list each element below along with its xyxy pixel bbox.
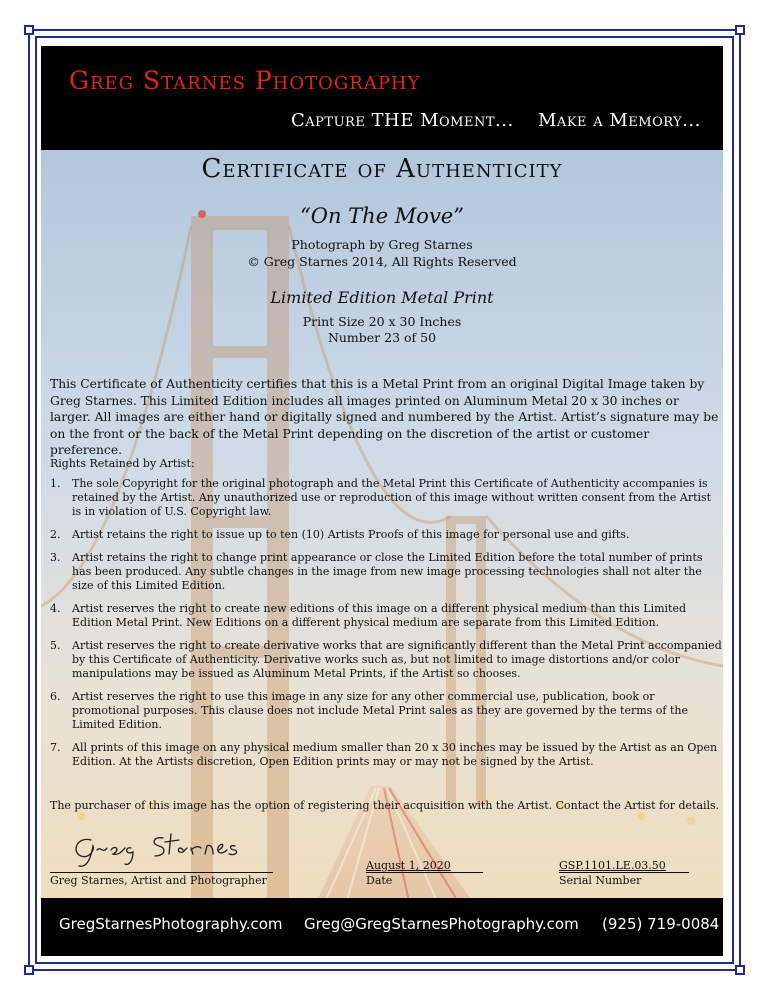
print-size: Print Size 20 x 30 Inches (302, 314, 462, 329)
copyright-line: © Greg Starnes 2014, All Rights Reserved (247, 254, 517, 269)
slogan-capture: Capture THE Moment... (291, 110, 514, 131)
rights-item (50, 639, 722, 681)
intro-paragraph: This Certificate of Authenticity certifies that this is a Metal Print from an original Digital Image taken by Greg Starnes. This Limited Edition includes all images printed on Aluminum Metal 20 x 30 inches or larger. All images are either hand or digitally signed and numbered by the Artist. Artist’s signature may be on the front or the back of the Metal Print depending on the discretion of the artist or customer preference. (50, 377, 719, 458)
artist-signature (67, 828, 257, 870)
artist-signature-line (50, 872, 273, 873)
rights-item (50, 741, 722, 769)
rights-item-number: 7. (50, 741, 61, 754)
rights-item-text: All prints of this image on any physical medium smaller than 20 x 30 inches may be issued by the Artist as an Open Edition. At the Artists discretion, Open Edition prints may or may not be signed by the Artist. (72, 741, 718, 768)
date-label: Date (366, 874, 393, 887)
rights-item-text: The sole Copyright for the original photograph and the Metal Print this Certificate of Authenticity accompanies is retained by the Artist. Any unauthorized use or reproduction of this image without written consent from the Artist is in violation of U.S. Copyright law. (72, 477, 712, 518)
brand-name: Greg Starnes Photography (69, 66, 421, 95)
certificate-page (41, 46, 723, 956)
rights-item (50, 528, 722, 542)
serial-label: Serial Number (559, 874, 642, 887)
slogan-memory: Make a Memory... (538, 110, 701, 131)
email-link[interactable]: Greg@GregStarnesPhotography.com (304, 915, 579, 933)
date-line (366, 872, 483, 873)
corner-ornament-bottom-right (735, 965, 745, 975)
rights-item-number: 5. (50, 639, 61, 652)
rights-item (50, 551, 722, 593)
artist-label: Greg Starnes, Artist and Photographer (50, 874, 267, 887)
rights-item-text: Artist retains the right to change print appearance or close the Limited Edition before the total number of prints has been produced. Any subtle changes in the image from new image processing technologies shall not alter the size of this Limited Edition. (72, 551, 703, 592)
rights-item-number: 3. (50, 551, 61, 564)
rights-list (50, 477, 722, 778)
serial-value: GSP.1101.LE.03.50 (559, 859, 666, 872)
rights-item (50, 690, 722, 732)
rights-item (50, 477, 722, 519)
date-value: August 1, 2020 (366, 859, 451, 872)
serial-line (559, 872, 689, 873)
rights-item-number: 1. (50, 477, 61, 490)
corner-ornament-bottom-left (24, 965, 34, 975)
corner-ornament-top-left (24, 25, 34, 35)
rights-item (50, 602, 722, 630)
rights-item-number: 2. (50, 528, 61, 541)
edition-title: Limited Edition Metal Print (270, 288, 494, 307)
website-link[interactable]: GregStarnesPhotography.com (59, 915, 283, 933)
purchaser-note: The purchaser of this image has the option of registering their acquisition with the Artist. Contact the Artist for details. (50, 799, 720, 812)
rights-item-text: Artist retains the right to issue up to ten (10) Artists Proofs of this image for personal use and gifts. (72, 528, 630, 541)
phone-number[interactable]: (925) 719-0084 (602, 915, 720, 933)
rights-item-number: 6. (50, 690, 61, 703)
photo-title: “On The Move” (300, 204, 464, 228)
rights-item-text: Artist reserves the right to create derivative works that are significantly different than the Metal Print accompanied by this Certificate of Authenticity. Derivative works such as, but not limited to image distortions and/or color manipulations may be issued as Aluminum Metal Prints, if the Artist so chooses. (72, 639, 722, 680)
photographer-credit: Photograph by Greg Starnes (291, 237, 473, 252)
header-banner (41, 46, 723, 150)
rights-item-number: 4. (50, 602, 61, 615)
corner-ornament-top-right (735, 25, 745, 35)
footer-banner (41, 898, 723, 956)
rights-item-text: Artist reserves the right to use this image in any size for any other commercial use, publication, book or promotional purposes. This clause does not include Metal Print sales as they are governed by the terms of the Limited Edition. (72, 690, 689, 731)
certificate-title: Certificate of Authenticity (201, 154, 563, 184)
print-number: Number 23 of 50 (327, 330, 437, 345)
rights-item-text: Artist reserves the right to create new editions of this image on a different physical medium than this Limited Edition Metal Print. New Editions on a different physical medium are separate from this Limited Edition. (72, 602, 687, 629)
rights-heading: Rights Retained by Artist: (50, 457, 195, 470)
